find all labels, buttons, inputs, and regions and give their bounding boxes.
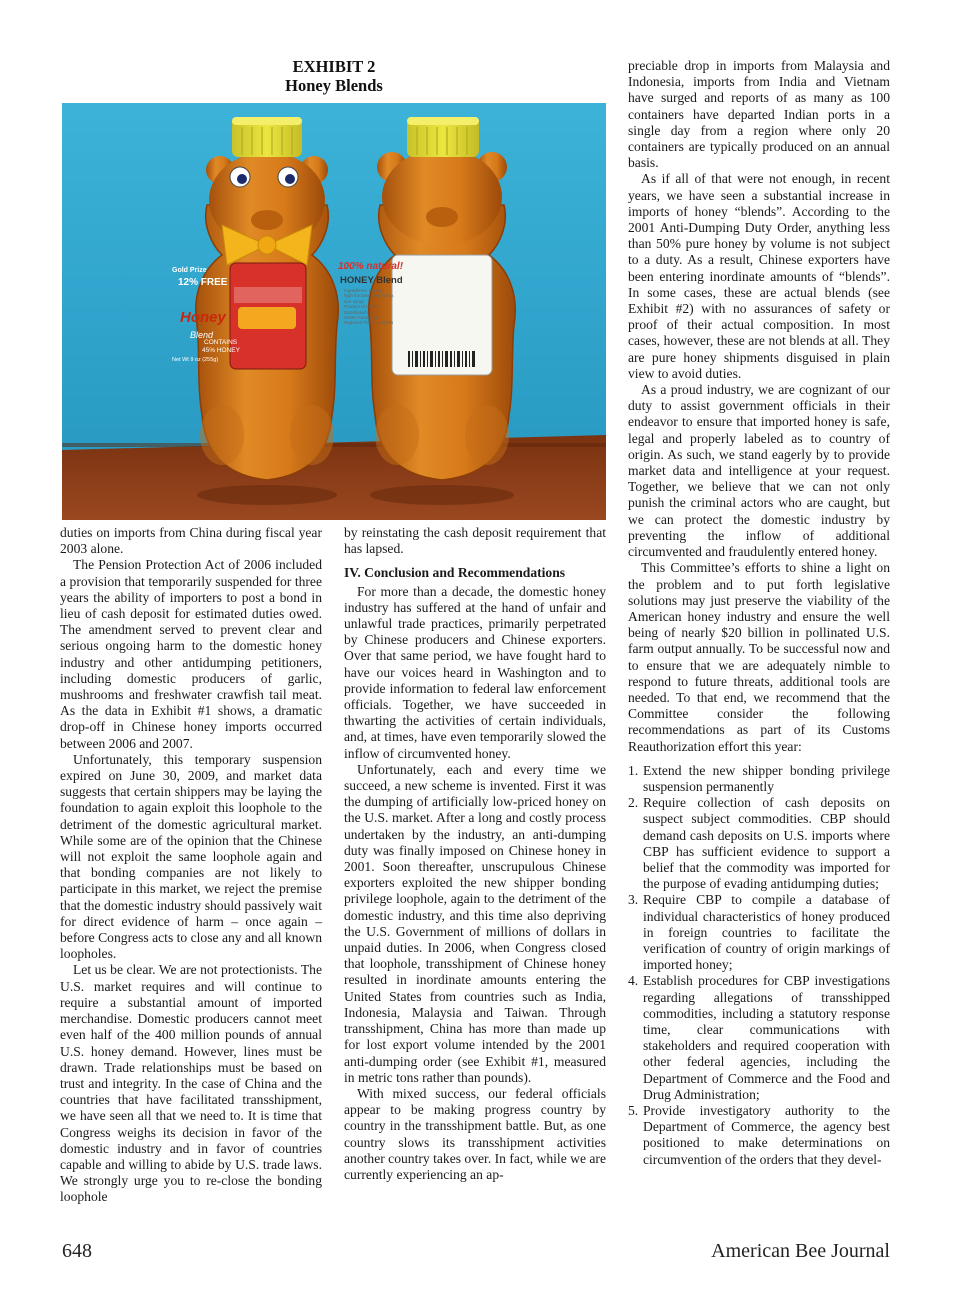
- list-item: 2. Require collection of cash deposits on suspect subject commodities. CBP should demand cash deposits on U.S. imports where CBP has sufficient evidence to support a belief that the commodity was imported for the purpose of evading antidumping duties;: [628, 795, 890, 892]
- recommendations-list: [628, 763, 890, 1168]
- left-label-net: Net Wt 9 oz (255g): [172, 357, 219, 363]
- exhibit-title: EXHIBIT 2: [292, 57, 376, 76]
- article-column-2: [344, 525, 606, 1183]
- list-item: 5. Provide investigatory authority to the Department of Commerce, the agency best positioned to make determinations on circumvention of the orders that they devel-: [628, 1103, 890, 1167]
- table-surface: [62, 435, 606, 520]
- paragraph: Let us be clear. We are not protectionists. The U.S. market requires and will continue to require a substantial amount of imported merchandise. Domestic producers cannot meet even half of the 400 million pounds of annual U.S. honey demand. However, lines must be drawn. Trade relationships must be based on trust and integrity. In the case of China and the countries that have facilitated transshipment, we have seen all that we need to. It is time that Congress weighs its decision in favor of the domestic industry and in favor of countries capable and willing to abide by U.S. trade laws. We strongly urge you to re-close the bonding loophole: [60, 962, 322, 1205]
- paragraph: Unfortunately, this temporary suspension expired on June 30, 2009, and market data suggests that certain shippers may be laying the foundation to again exploit this loophole to the detriment of the domestic agricultural market. While some are of the opinion that the Chinese will not exploit the same loophole again and that bonding companies are not likely to participate in this market, we reject the premise that the domestic industry should passively wait for direct evidence of harm – once again – before Congress acts to close any and all known loopholes.: [60, 751, 322, 962]
- left-label-brand: Gold Prize: [172, 267, 207, 274]
- exhibit-subtitle: Honey Blends: [285, 76, 383, 95]
- paragraph: As a proud industry, we are cognizant of our duty to assist government officials in their endeavor to ensure that imported honey is safe, legal and properly labeled as to country of origin. As such, we stand eagerly by to provide market data and intelligence at your request. Together, we believe that we can not only punish the criminal actors who are caught, but we can protect the domestic industry by preventing the inflow of additional circumvented and fraudulently entered honey.: [628, 382, 890, 560]
- right-label-tagline: 100% natural!: [338, 261, 404, 272]
- paragraph: For more than a decade, the domestic honey industry has suffered at the hand of unfair and unlawful trade practices, primarily perpetrated by Chinese producers and Chinese exporters. Over that same period, we have fought hard to have our voices heard in Washington and to provide information to federal law enforcement officials. Together, we have succeeded in thwarting the activities of certain individuals, and, at times, have even temporarily slowed the inflow of circumvented honey.: [344, 583, 606, 761]
- journal-name: American Bee Journal: [711, 1240, 890, 1262]
- left-label-product: Honey: [180, 309, 226, 326]
- paragraph: duties on imports from China during fiscal year 2003 alone.: [60, 525, 322, 557]
- paragraph: With mixed success, our federal officials appear to be making progress country by country in the transshipment battle. But, as one country slows its transshipment activities another country takes over. In fact, while we are currently experiencing an ap-: [344, 1085, 606, 1182]
- paragraph: Unfortunately, each and every time we succeed, a new scheme is invented. First it was the dumping of artificially low-priced honey on the U.S. market. After a long and costly process undertaken by the industry, an anti-dumping duty was finally imposed on Chinese honey in 2001. Soon thereafter, unscrupulous Chinese exporters exploited the new shipper bonding privilege loophole, again to the detriment of the domestic industry, and this time also depriving the U.S. Government of millions of dollars in unpaid duties. In 2006, when Congress closed that loophole, transshipment of Chinese honey resulted in inordinate amounts entering the United States from countries such as India, Indonesia, Malaysia and Taiwan. Through transshipment, China has more than made up for lost export volume intended by the 2001 anti-dumping order (see Exhibit #1, measured in metric tons rather than pounds).: [344, 761, 606, 1085]
- honey-bottles-illustration: [62, 55, 606, 520]
- list-item: 4. Establish procedures for CBP investigations regarding allegations of transshipped commodities, including a statutory response time, clear communications with stakeholders and required cooperation with other federal agencies, including the Department of Commerce and the Food and Drug Administration;: [628, 973, 890, 1102]
- left-label-percent: 45% HONEY: [202, 347, 240, 354]
- paragraph: The Pension Protection Act of 2006 included a provision that temporarily suspended for three years the ability of importers to post a bond in lieu of cash deposit for estimated duties owed. The amendment served to prevent clear and serious ongoing harm to the domestic honey industry and other antidumping petitioners, including domestic producers of garlic, mushrooms and freshwater crawfish tail meat. As the data in Exhibit #1 shows, a dramatic drop-off in Chinese honey imports occurred between 2006 and 2007.: [60, 557, 322, 751]
- list-item: 3. Require CBP to compile a database of individual characteristics of honey produced in foreign countries to facilitate the verification of country of origin markings of imported honey;: [628, 892, 890, 973]
- right-label-small-text: Ingredients: honey, high fructose corn syrup, rice syrup Product of China Distributed by Green Family Inc. Highland Park, IL 60035: [344, 288, 395, 326]
- paragraph: This Committee’s efforts to shine a light on the problem and to put forth legislative solutions may just preserve the viability of the American honey industry and ensure the well being of nearly $20 billion in pollinated U.S. farm output annually. To be successful now and to ensure that we are adequately nimble to respond to future threats, additional tools are needed. To that end, we recommend that the Committee consider the following recommendations as part of its Customs Reauthorization effort this year:: [628, 560, 890, 754]
- paragraph: by reinstating the cash deposit requirement that has lapsed.: [344, 525, 606, 557]
- section-heading: IV. Conclusion and Recommendations: [344, 565, 566, 581]
- paragraph: As if all of that were not enough, in recent years, we have seen a substantial increase in imports of honey “blends”. According to the 2001 Anti-Dumping Duty Order, anything less than 50% pure honey by volume is not subject to a duty. As a result, Chinese exporters have been entering inordinate amounts of “blends”. In some cases, these are actual blends (see Exhibit #2) with no assurances of safety or proof of their actual composition. In most cases, however, these are not blends at all. They are pure honey shipments disguised in plain view to avoid duties.: [628, 171, 890, 381]
- left-label-variant: Blend: [190, 330, 214, 340]
- list-item: 1. Extend the new shipper bonding privilege suspension permanently: [628, 762, 890, 794]
- paragraph: preciable drop in imports from Malaysia and Indonesia, imports from India and Vietnam have surged and reports of as many as 100 containers have departed Indian ports in a single day from a region where only 20 containers are typically produced on an annual basis.: [628, 58, 890, 171]
- left-label-contains: CONTAINS: [204, 339, 238, 346]
- article-column-1: [60, 525, 322, 1206]
- right-label-product: HONEY Blend: [340, 275, 403, 286]
- exhibit-2-photo: [62, 55, 606, 520]
- page-number: 648: [62, 1240, 92, 1262]
- article-column-3: [628, 58, 890, 1168]
- left-label-offer: 12% FREE: [178, 277, 228, 288]
